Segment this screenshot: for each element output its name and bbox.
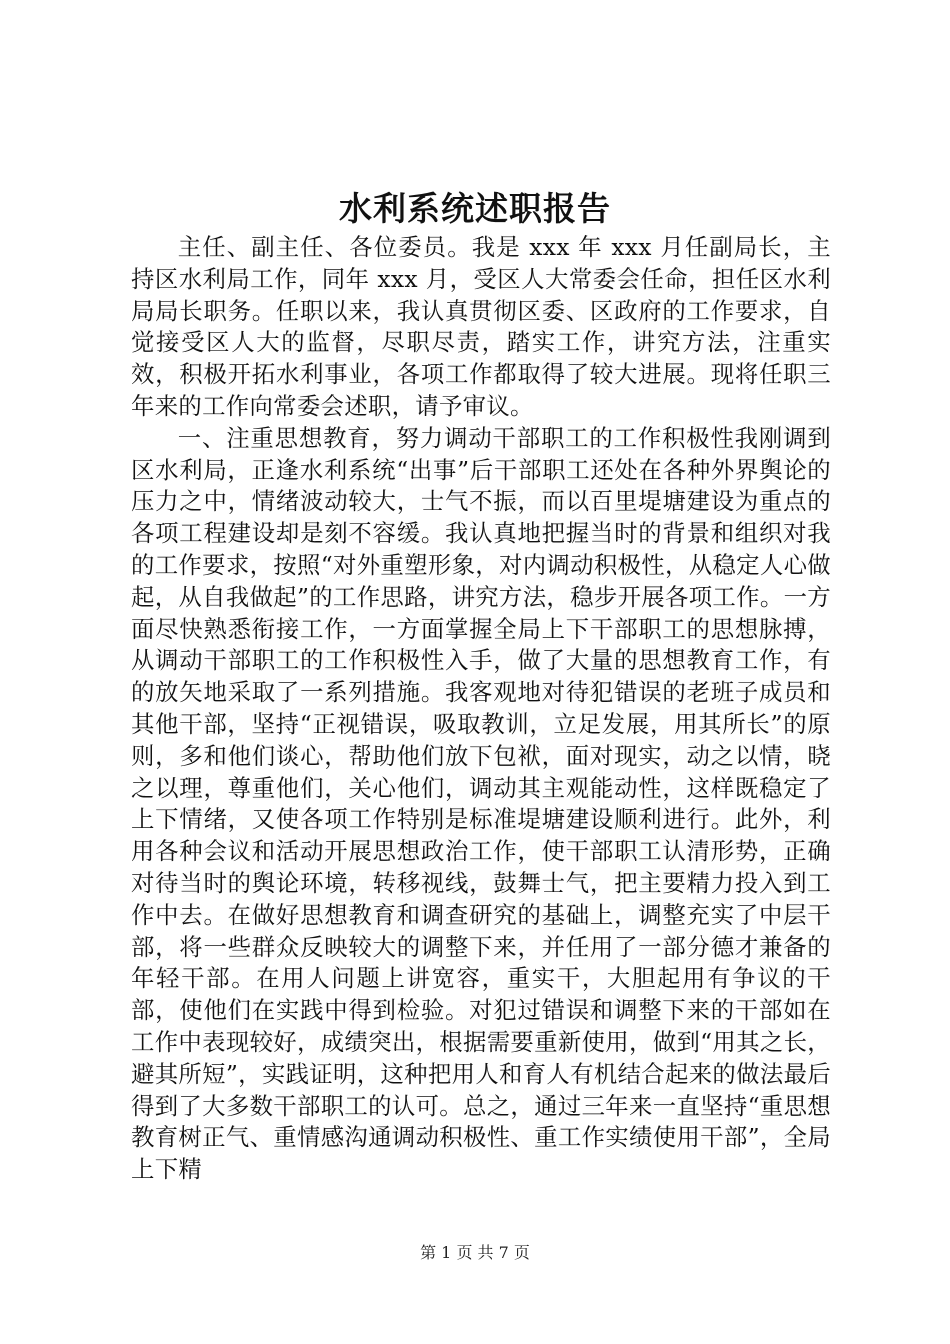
paragraph-intro: 主任、副主任、各位委员。我是 xxx 年 xxx 月任副局长，主持区水利局工作，同年 xxx 月，受区人大常委会任命，担任区水利局局长职务。任职以来，我认真贯彻区委、区政府的工作要求，自觉接受区人大的监督，尽职尽责，踏实工作，讲究方法，注重实效，积极开拓水利事业，各项工作都取得了较大进展。现将任职三年来的工作向常委会述职，请予审议。 bbox=[131, 233, 831, 420]
document-title: 水利系统述职报告 bbox=[339, 189, 611, 228]
paragraph-section-one: 一、注重思想教育，努力调动干部职工的工作积极性我刚调到区水利局，正逢水利系统“出事”后干部职工还处在各种外界舆论的压力之中，情绪波动较大，士气不振，而以百里堤塘建设为重点的各项工程建设却是刻不容缓。我认真地把握当时的背景和组织对我的工作要求，按照“对外重塑形象，对内调动积极性，从稳定人心做起，从自我做起”的工作思路，讲究方法，稳步开展各项工作。一方面尽快熟悉衔接工作，一方面掌握全局上下干部职工的思想脉搏，从调动干部职工的工作积极性入手，做了大量的思想教育工作，有的放矢地采取了一系列措施。我客观地对待犯错误的老班子成员和其他干部，坚持“正视错误，吸取教训，立足发展，用其所长”的原则，多和他们谈心，帮助他们放下包袱，面对现实，动之以情，晓之以理，尊重他们，关心他们，调动其主观能动性，这样既稳定了上下情绪，又使各项工作特别是标准堤塘建设顺利进行。此外，利用各种会议和活动开展思想政治工作，使干部职工认清形势，正确对待当时的舆论环境，转移视线，鼓舞士气，把主要精力投入到工作中去。在做好思想教育和调查研究的基础上，调整充实了中层干部，将一些群众反映较大的调整下来，并任用了一部分德才兼备的年轻干部。在用人问题上讲宽容，重实干，大胆起用有争议的干部，使他们在实践中得到检验。对犯过错误和调整下来的干部如在工作中表现较好，成绩突出，根据需要重新使用，做到“用其之长，避其所短”，实践证明，这种把用人和育人有机结合起来的做法最后得到了大多数干部职工的认可。总之，通过三年来一直坚持“重思想教育树正气、重情感沟通调动积极性、重工作实绩使用干部”，全局上下精 bbox=[131, 423, 831, 1184]
page-number-footer: 第 1 页 共 7 页 bbox=[420, 1243, 530, 1262]
document-body bbox=[131, 232, 831, 1186]
